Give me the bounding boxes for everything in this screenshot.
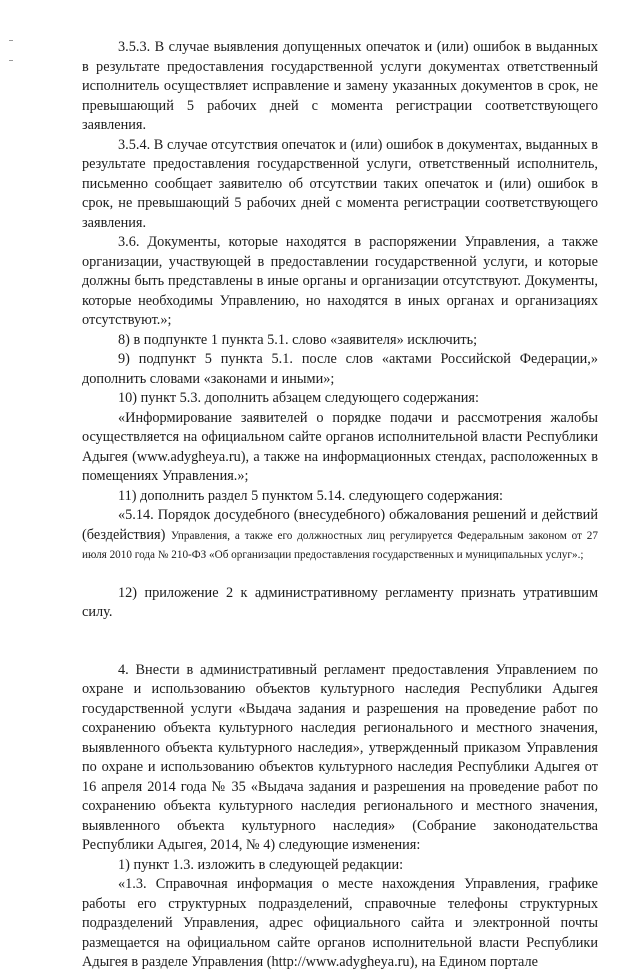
paragraph-5-14-lead: «5.14. Порядок досудебного (внесудебного) обжалования решений и действий (бездействия) [82, 507, 598, 543]
paragraph-item-9: 9) подпункт 5 пункта 5.1. после слов «актами Российской Федерации,» дополнить словами «законами и иными»; [82, 351, 598, 387]
paragraph-item-8: 8) в подпункте 1 пункта 5.1. слово «заявителя» исключить; [118, 331, 478, 348]
paragraph-5-14 [82, 506, 598, 565]
paragraph-item-12: 12) приложение 2 к административному регламенту признать утратившим силу. [82, 584, 598, 620]
paragraph-3-5-4: 3.5.4. В случае отсутствия опечаток и (или) ошибок в документах, выданных в результате предоставления государственной услуги, ответственный исполнитель, письменно сообщает заявителю об отсутствии таких опечаток и (или) ошибок в срок, не превышающий 5 рабочих дней с момента регистрации соответствующего заявления. [82, 136, 598, 231]
paragraph-item-11: 11) дополнить раздел 5 пунктом 5.14. следующего содержания: [118, 487, 504, 504]
paragraph-item-10: 10) пункт 5.3. дополнить абзацем следующего содержания: [118, 390, 479, 406]
document-body [82, 38, 598, 973]
paragraph-section-4: 4. Внести в административный регламент предоставления Управлением по охране и использованию объектов культурного наследия Республики Адыгея государственной услуги «Выдача задания и разрешения на проведение работ по сохранению объекта культурного наследия регионального и местного значения, выявленного объекта культурного наследия», утвержденный приказом Управления по охране и использованию объектов культурного наследия Республики Адыгея от 16 апреля 2014 года № 35 «Выдача задания и разрешения на проведение работ по сохранению объекта культурного наследия регионального и местного значения, выявленного объекта культурного наследия» (Собрание законодательства Республики Адыгея, 2014, № 4) следующие изменения: [82, 661, 598, 853]
paragraph-3-6: 3.6. Документы, которые находятся в распоряжении Управления, а также организации, участвующей в предоставлении государственной услуги, и которые должны быть представлены в иные органы и организации отсутствуют. Документы, которые необходимы Управлению, но находятся в иных органах и организациях отсутствуют.»; [82, 234, 598, 328]
paragraph-5-14-small: Управления, а также его должностных лиц регулируется Федеральным законом от 27 июля 2010 года № 210-ФЗ «Об организации предоставления государственных и муниципальных услуг».; [82, 529, 598, 561]
paragraph-item-10-quote: «Информирование заявителей о порядке подачи и рассмотрения жалобы осуществляется на официальном сайте органов исполнительной власти Республики Адыгея (www.adygheya.ru), а также на информационных стендах, расположенных в помещениях Управления.»; [82, 409, 598, 484]
margin-mark [9, 60, 13, 61]
paragraph-1-3: «1.3. Справочная информация о месте нахождения Управления, графике работы его структурных подразделений, справочные телефоны структурных подразделений Управления, адрес официального сайта и электронной почты размещается на официальном сайте органов исполнительной власти Республики Адыгея в разделе Управления (http://www.adygheya.ru), на Едином портале [82, 876, 598, 970]
margin-mark [9, 40, 13, 41]
paragraph-3-5-3: 3.5.3. В случае выявления допущенных опечаток и (или) ошибок в выданных в результате предоставления государственной услуги документах ответственный исполнитель осуществляет исправление и замену указанных документов в срок, не превышающий 5 рабочих дней с момента регистрации соответствующего заявления. [82, 39, 598, 133]
paragraph-4-item-1: 1) пункт 1.3. изложить в следующей редакции: [118, 856, 404, 873]
